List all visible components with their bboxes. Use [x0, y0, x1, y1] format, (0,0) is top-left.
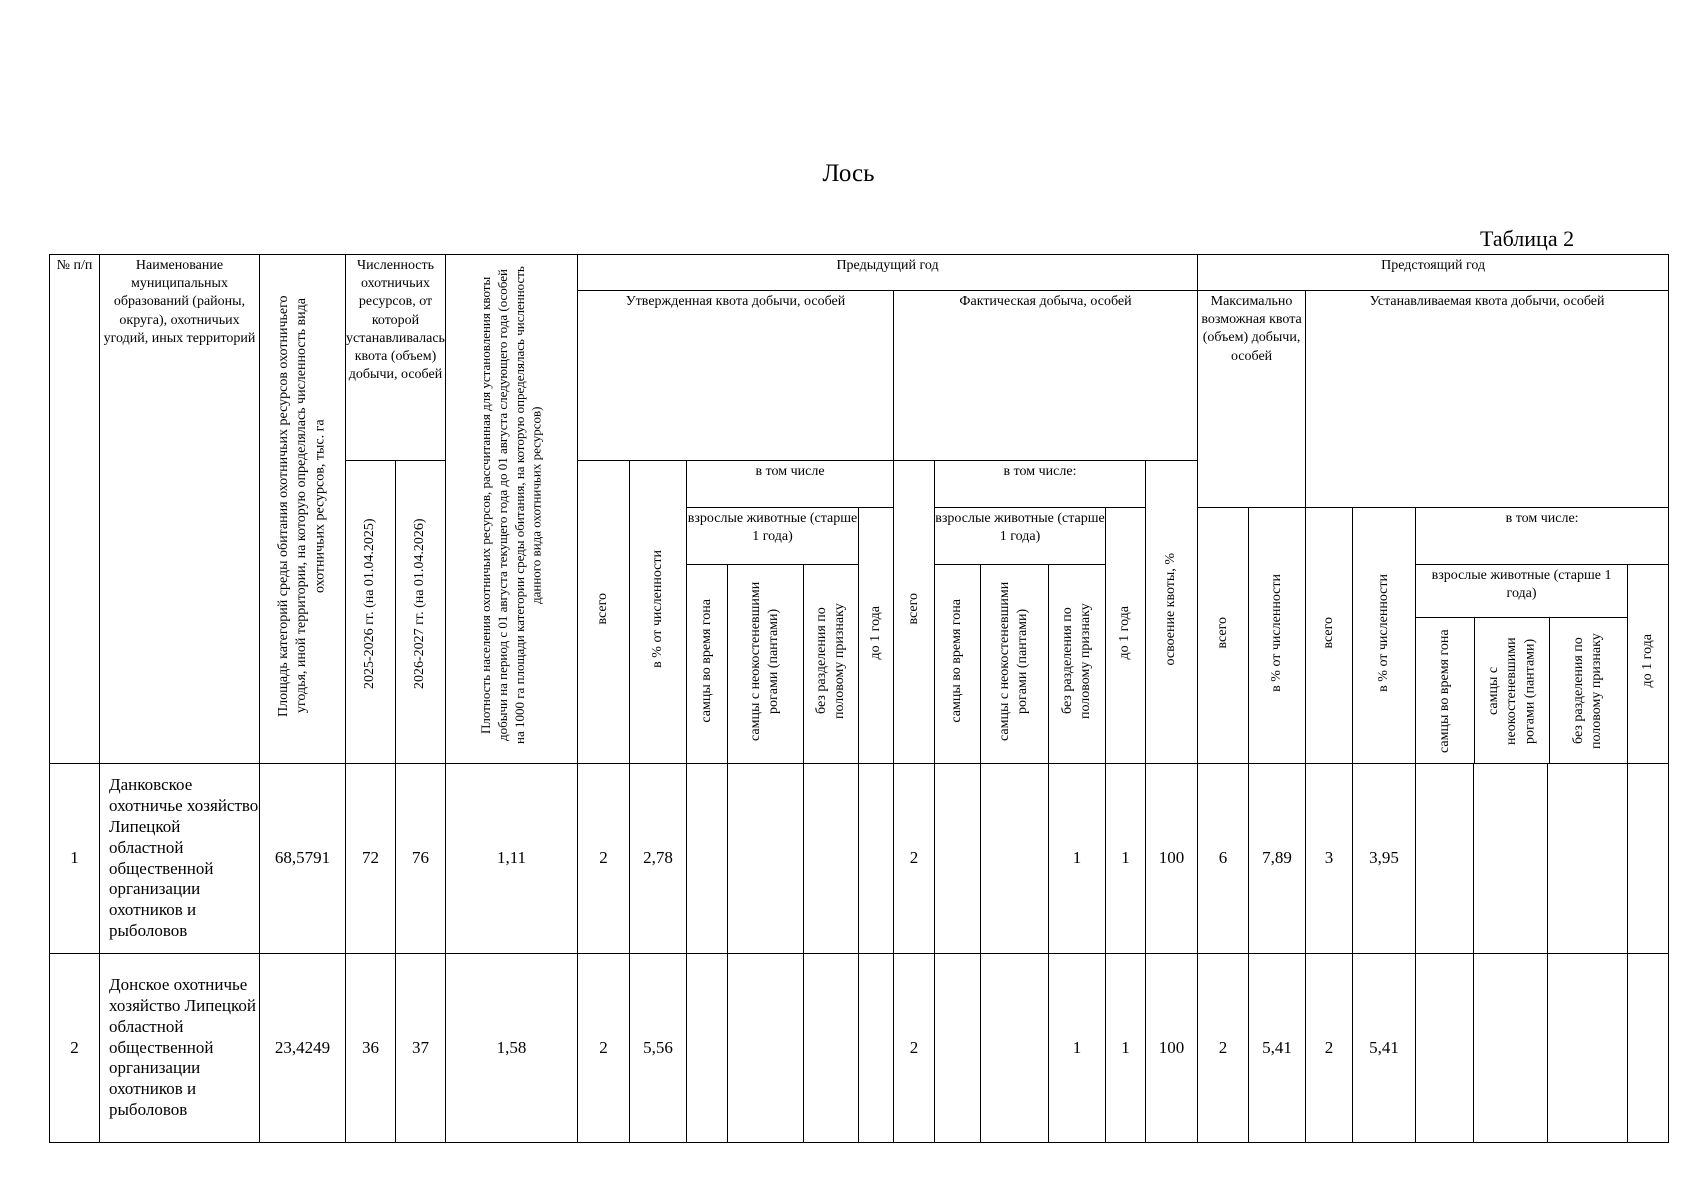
cell-ah-nosex: 1 [1049, 764, 1106, 954]
cell-sq-nosex [1548, 954, 1628, 1143]
cell-aq-total: 2 [578, 764, 630, 954]
header-aq-antlers: самцы с неокостеневшими рогами (пантами) [728, 565, 804, 764]
cell-sq-rut [1416, 764, 1474, 954]
header-set-quota: Устанавливаемая квота добычи, особей [1306, 291, 1669, 508]
cell-mq-total: 6 [1198, 764, 1249, 954]
cell-mq-pct: 7,89 [1249, 764, 1306, 954]
header-ah-under1: до 1 года [1106, 508, 1146, 764]
header-name: Наименование муниципальных образований (районы, округа), охотничьих угодий, иных территорий [100, 255, 260, 764]
header-density: Плотность населения охотничьих ресурсов, рассчитанная для установления квоты добычи на период с 01 августа текущего года до 01 августа следующего года (особей на 1000 га площади категории среды обитания, на которую определялась численность данного вида охотничьих ресурсов) [446, 255, 578, 764]
header-area: Площадь категорий среды обитания охотничьих ресурсов охотничьего угодья, иной территории, на которую определялась численность вида охотничьих ресурсов, тыс. га [260, 255, 346, 764]
header-mq-pct: в % от численности [1249, 508, 1306, 764]
cell-sq-pct: 3,95 [1353, 764, 1416, 954]
header-count-2025: 2025-2026 гг. (на 01.04.2025) [346, 461, 396, 764]
cell-density: 1,58 [446, 954, 578, 1143]
table-row [50, 764, 1669, 954]
cell-ah-total: 2 [894, 764, 935, 954]
cell-aq-pct: 2,78 [630, 764, 687, 954]
cell-aq-under1 [859, 764, 894, 954]
cell-area: 23,4249 [260, 954, 346, 1143]
cell-ah-rut [935, 954, 981, 1143]
header-sq-adults: взрослые животные (старше 1 года) [1416, 565, 1627, 618]
cell-ah-nosex: 1 [1049, 954, 1106, 1143]
cell-num: 2 [50, 954, 100, 1143]
header-sq-under1: до 1 года [1628, 565, 1669, 764]
cell-count-2026: 76 [396, 764, 446, 954]
header-aq-total: всего [578, 461, 630, 764]
cell-aq-rut [687, 764, 728, 954]
cell-num: 1 [50, 764, 100, 954]
header-aq-rut: самцы во время гона [687, 565, 728, 764]
cell-sq-nosex [1548, 764, 1628, 954]
cell-aq-pct: 5,56 [630, 954, 687, 1143]
header-aq-pct: в % от численности [630, 461, 687, 764]
cell-aq-under1 [859, 954, 894, 1143]
header-count-2026: 2026-2027 гг. (на 01.04.2026) [396, 461, 446, 764]
cell-sq-rut [1416, 954, 1474, 1143]
cell-aq-antlers [728, 954, 804, 1143]
cell-count-2025: 36 [346, 954, 396, 1143]
header-sq-pct: в % от численности [1353, 508, 1416, 764]
table-label: Таблица 2 [1480, 226, 1575, 251]
cell-ah-antlers [981, 954, 1049, 1143]
cell-aq-total: 2 [578, 954, 630, 1143]
cell-mq-total: 2 [1198, 954, 1249, 1143]
header-prev-year: Предыдущий год [578, 255, 1198, 291]
cell-aq-rut [687, 954, 728, 1143]
cell-aq-antlers [728, 764, 804, 954]
header-approved-quota: Утвержденная квота добычи, особей [578, 291, 894, 461]
cell-ah-antlers [981, 764, 1049, 954]
header-sq-antlers: самцы с неокостеневшими рогами (пантами) [1475, 618, 1550, 763]
cell-name: Донское охотничье хозяйство Липецкой областной общественной организации охотников и рыболовов [100, 954, 260, 1143]
cell-name: Данковское охотничье хозяйство Липецкой областной общественной организации охотников и рыболовов [100, 764, 260, 954]
header-ah-rut: самцы во время гона [935, 565, 981, 764]
header-count: Численность охотничьих ресурсов, от которой устанавливалась квота (объем) добычи, особей [346, 255, 446, 461]
cell-quota-use: 100 [1146, 954, 1198, 1143]
header-ah-antlers: самцы с неокостеневшими рогами (пантами) [981, 565, 1049, 764]
header-sq-adults-wrap [1416, 565, 1628, 764]
table-row [50, 954, 1669, 1143]
cell-aq-nosex [804, 954, 859, 1143]
cell-density: 1,11 [446, 764, 578, 954]
header-quota-use: освоение квоты, % [1146, 461, 1198, 764]
header-max-quota: Максимально возможная квота (объем) добычи, особей [1198, 291, 1306, 508]
header-ah-incl: в том числе: [935, 461, 1146, 508]
cell-aq-nosex [804, 764, 859, 954]
cell-sq-total: 2 [1306, 954, 1353, 1143]
cell-quota-use: 100 [1146, 764, 1198, 954]
cell-sq-under1 [1628, 954, 1669, 1143]
header-ah-total: всего [894, 461, 935, 764]
quota-table [49, 254, 1669, 1143]
header-mq-total: всего [1198, 508, 1249, 764]
header-next-year: Предстоящий год [1198, 255, 1669, 291]
cell-ah-total: 2 [894, 954, 935, 1143]
header-num: № п/п [50, 255, 100, 764]
cell-mq-pct: 5,41 [1249, 954, 1306, 1143]
header-sq-total: всего [1306, 508, 1353, 764]
header-sq-incl: в том числе: [1416, 508, 1669, 565]
cell-sq-under1 [1628, 764, 1669, 954]
cell-sq-total: 3 [1306, 764, 1353, 954]
header-aq-adults: взрослые животные (старше 1 года) [687, 508, 859, 565]
cell-count-2026: 37 [396, 954, 446, 1143]
cell-sq-antlers [1474, 764, 1548, 954]
cell-sq-pct: 5,41 [1353, 954, 1416, 1143]
header-ah-nosex: без разделения по половому признаку [1049, 565, 1106, 764]
header-sq-nosex: без разделения по половому признаку [1571, 632, 1605, 749]
header-actual-harvest: Фактическая добыча, особей [894, 291, 1198, 461]
cell-ah-rut [935, 764, 981, 954]
cell-ah-under1: 1 [1106, 954, 1146, 1143]
header-sq-rut: самцы во время гона [1416, 618, 1475, 763]
header-aq-incl: в том числе [687, 461, 894, 508]
cell-area: 68,5791 [260, 764, 346, 954]
header-ah-adults: взрослые животные (старше 1 года) [935, 508, 1106, 565]
header-aq-nosex: без разделения по половому признаку [804, 565, 859, 764]
cell-count-2025: 72 [346, 764, 396, 954]
cell-ah-under1: 1 [1106, 764, 1146, 954]
header-aq-under1: до 1 года [859, 508, 894, 764]
cell-sq-antlers [1474, 954, 1548, 1143]
page-title: Лось [822, 160, 875, 187]
